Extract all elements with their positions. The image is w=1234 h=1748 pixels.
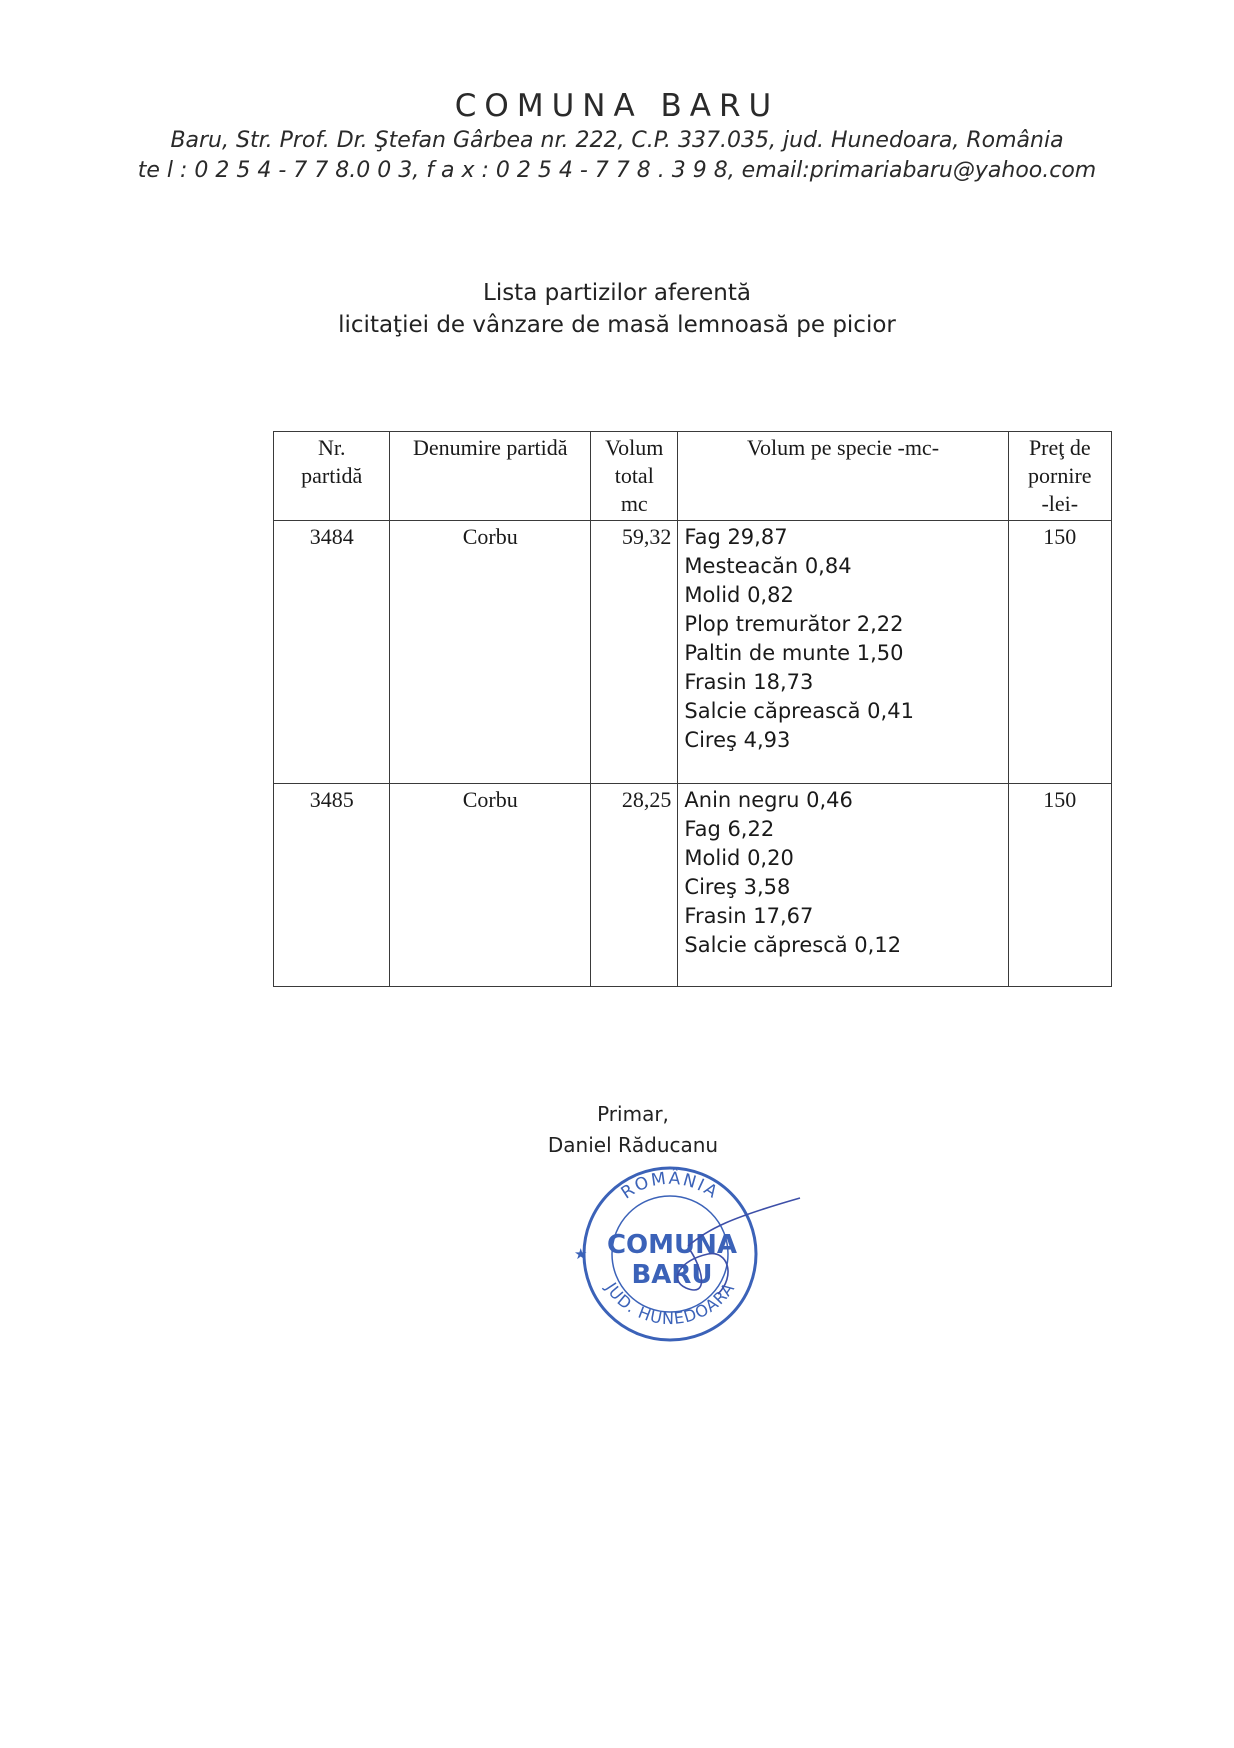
col-header-volum-line1: Volum — [605, 435, 664, 460]
species-item: Anin negru 0,46 — [684, 788, 853, 812]
species-item: Molid 0,20 — [684, 846, 794, 870]
org-name: COMUNA BARU — [454, 88, 780, 124]
species-item: Paltin de munte 1,50 — [684, 641, 904, 665]
species-item: Fag 29,87 — [684, 525, 788, 549]
species-item: Salcie căprească 0,41 — [684, 699, 914, 723]
stamp-line-2: BARU — [631, 1260, 713, 1290]
title-line-1: Lista partizilor aferentă — [483, 280, 751, 306]
stamp-bottom-text: JUD. HUNEDOARA — [601, 1278, 739, 1329]
species-item: Mesteacăn 0,84 — [684, 554, 852, 578]
title-line-2: licitaţiei de vânzare de masă lemnoasă pe picior — [338, 312, 896, 338]
col-header-volum-line2: total — [614, 463, 654, 488]
col-header-nr-line2: partidă — [301, 463, 363, 488]
species-item: Frasin 17,67 — [684, 904, 814, 928]
stamp-top-text: ROMÂNIA — [617, 1168, 723, 1204]
cell-volum-total: 59,32 — [591, 521, 678, 784]
org-contact: te l : 0 2 5 4 - 7 7 8.0 0 3, f a x : 0 2 5 4 - 7 7 8 . 3 9 8, email:primariabaru@yahoo.com — [137, 158, 1097, 183]
col-header-pret — [1008, 432, 1111, 521]
col-header-specie: Volum pe specie -mc- — [678, 432, 1008, 521]
table-header-row — [274, 432, 1112, 521]
signer-role: Primar, — [597, 1102, 669, 1126]
species-item: Frasin 18,73 — [684, 670, 814, 694]
signer-name: Daniel Răducanu — [547, 1133, 719, 1157]
table-row — [274, 784, 1112, 987]
cell-species-list — [678, 521, 1008, 784]
cell-pret: 150 — [1008, 521, 1111, 784]
stamp-star-icon: ★ — [574, 1245, 588, 1263]
cell-pret: 150 — [1008, 784, 1111, 987]
col-header-volum — [591, 432, 678, 521]
cell-volum-total: 28,25 — [591, 784, 678, 987]
stamp-line-1: COMUNA — [606, 1230, 738, 1260]
letterhead — [0, 86, 1234, 186]
cell-denumire: Corbu — [390, 521, 591, 784]
col-header-pret-line2: pornire — [1028, 463, 1092, 488]
lots-table — [273, 431, 1112, 987]
cell-nr: 3485 — [274, 784, 390, 987]
cell-species-list — [678, 784, 1008, 987]
signature-block — [0, 1099, 1234, 1161]
table-row — [274, 521, 1112, 784]
species-item: Cireş 3,58 — [684, 875, 791, 899]
col-header-nr — [274, 432, 390, 521]
species-item: Salcie căprescă 0,12 — [684, 933, 902, 957]
col-header-volum-line3: mc — [620, 491, 648, 516]
col-header-pret-line1: Preţ de — [1028, 435, 1091, 460]
col-header-pret-line3: -lei- — [1041, 491, 1079, 516]
document-title — [0, 277, 1234, 341]
col-header-denumire: Denumire partidă — [390, 432, 591, 521]
cell-denumire: Corbu — [390, 784, 591, 987]
species-item: Plop tremurător 2,22 — [684, 612, 904, 636]
official-stamp — [560, 1158, 810, 1348]
species-item: Cireş 4,93 — [684, 728, 791, 752]
org-address: Baru, Str. Prof. Dr. Ştefan Gârbea nr. 222, C.P. 337.035, jud. Hunedoara, România — [170, 128, 1064, 153]
species-item: Fag 6,22 — [684, 817, 775, 841]
cell-nr: 3484 — [274, 521, 390, 784]
col-header-nr-line1: Nr. — [317, 435, 346, 460]
species-item: Molid 0,82 — [684, 583, 794, 607]
